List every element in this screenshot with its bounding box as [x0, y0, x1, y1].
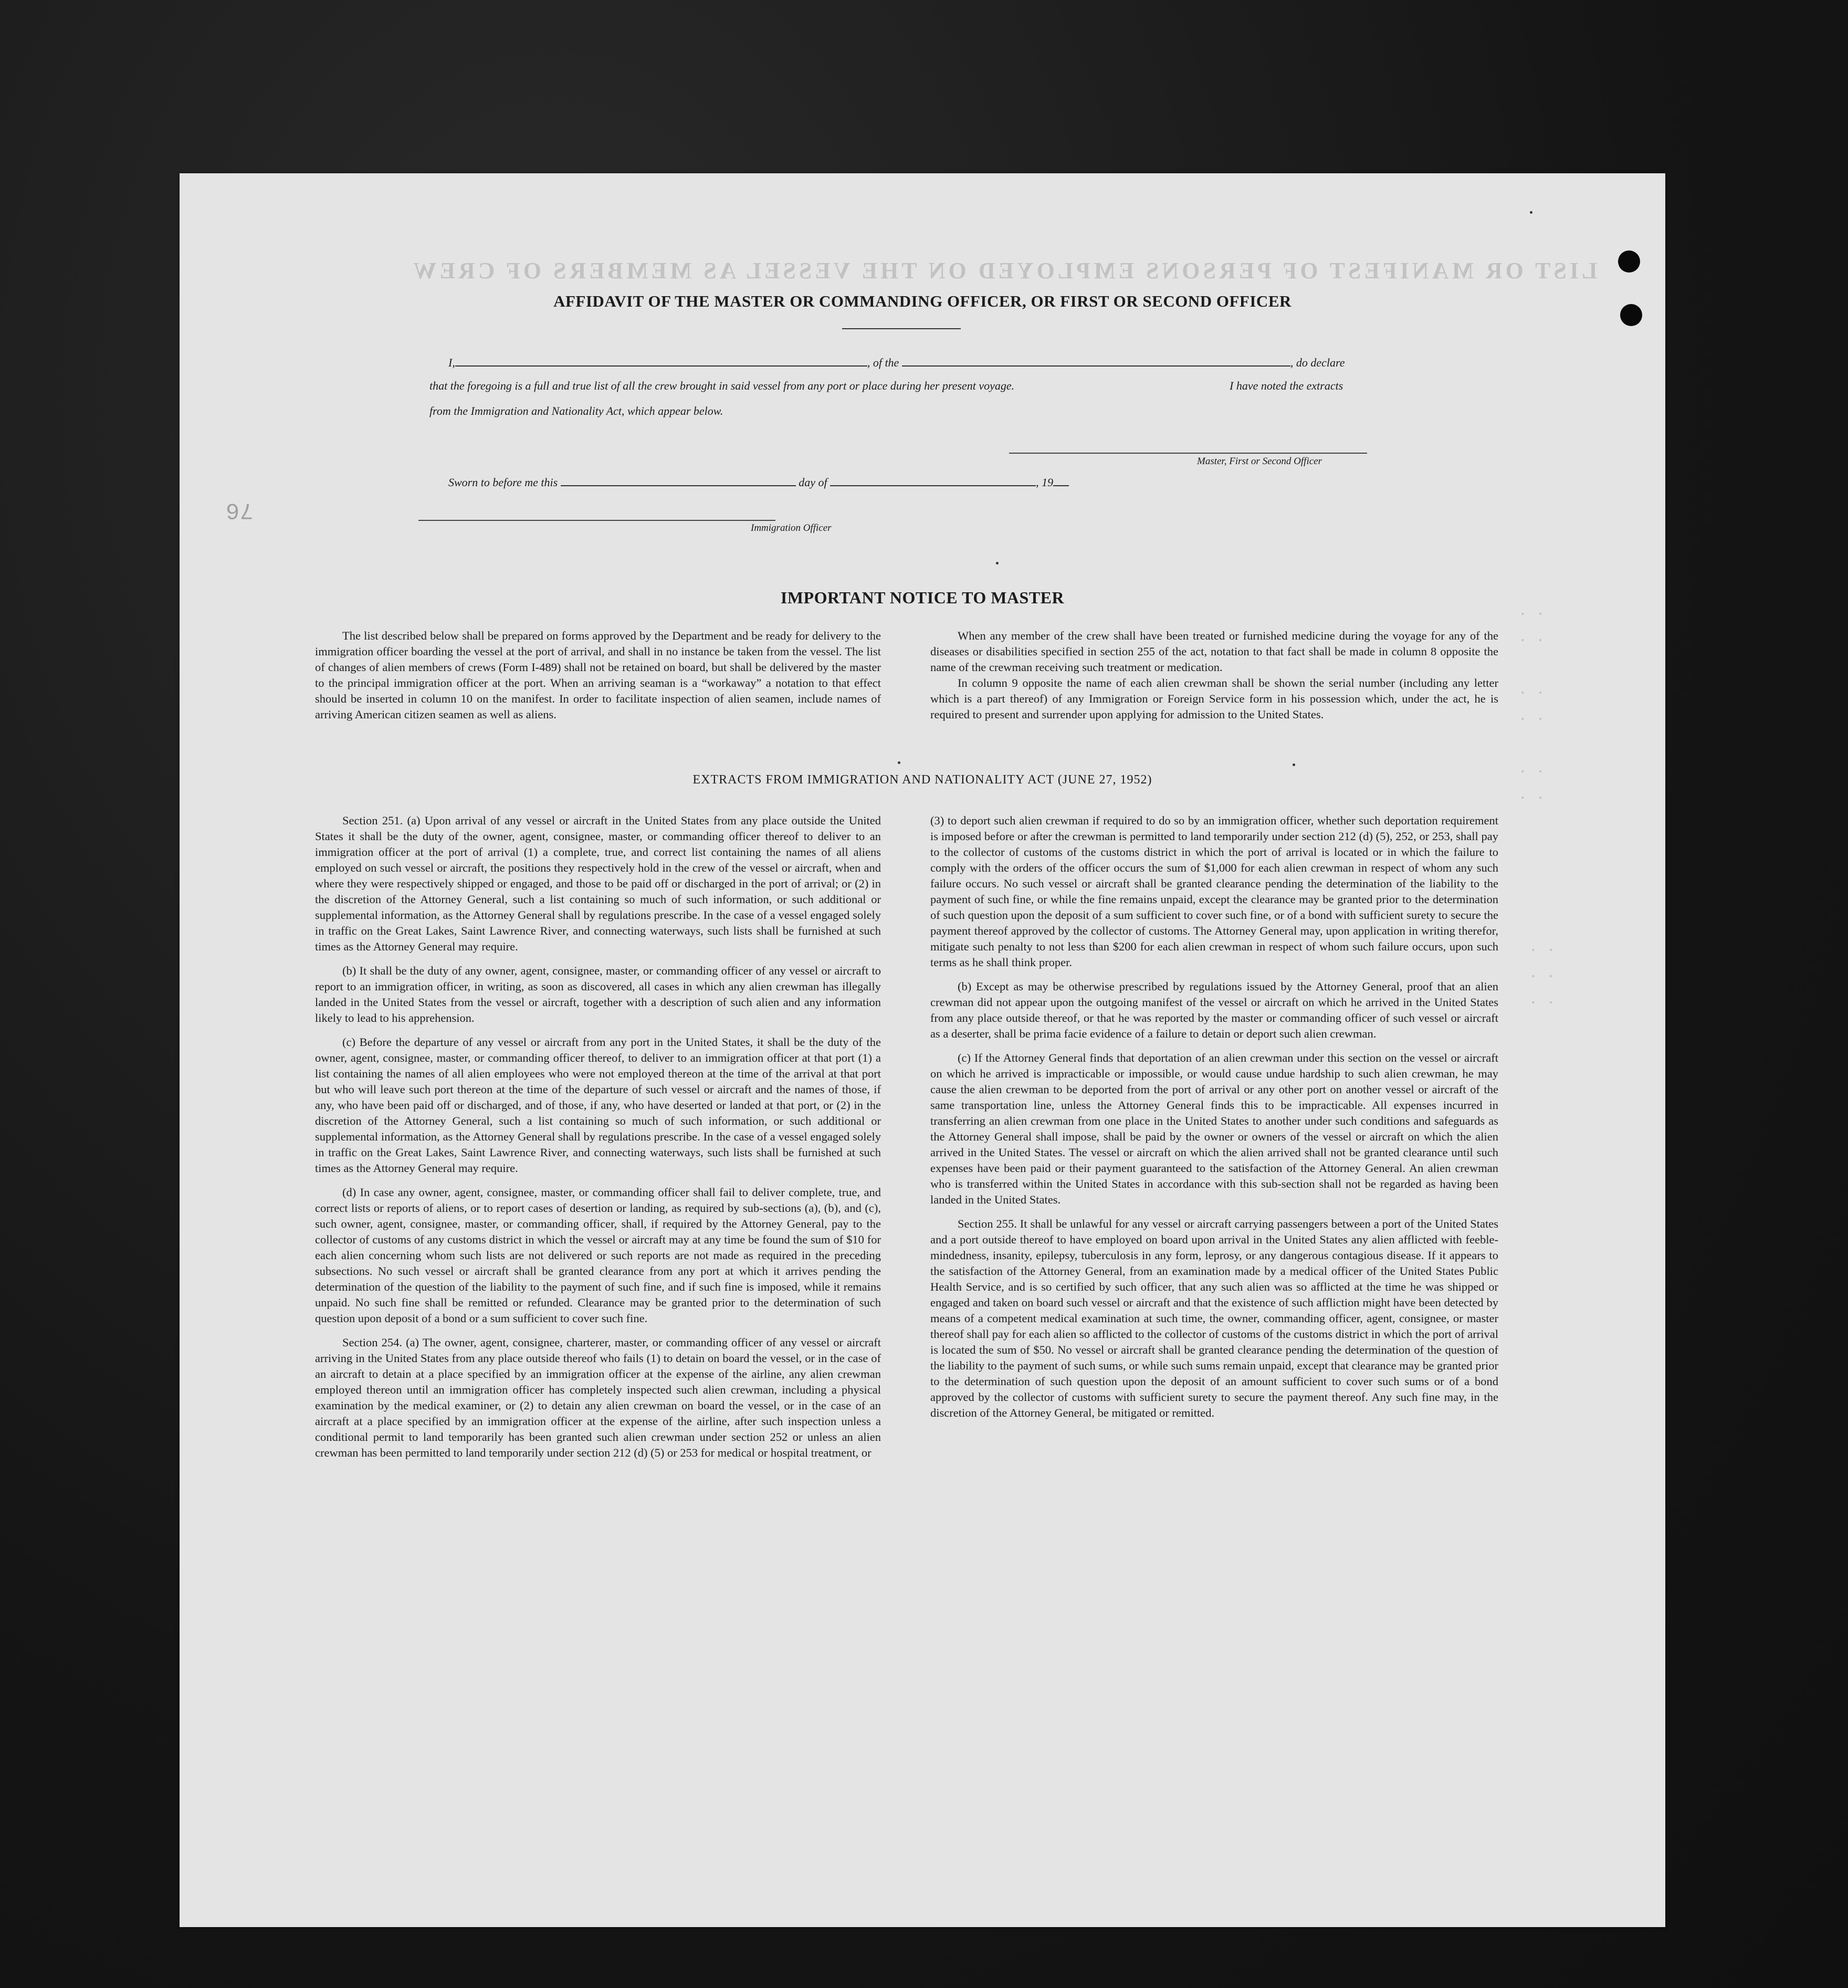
notice-left-column [315, 628, 881, 728]
section-251-a: Section 251. (a) Upon arrival of any vessel or aircraft in the United States from any place outside the United States it shall be the duty of the owner, agent, consignee, master, or commanding officer thereof to deliver to an immigration officer at the port of arrival (1) a complete, true, and correct list containing the names of all aliens employed on such vessel or aircraft, the positions they respectively hold in the crew of the vessel or aircraft, when and where they were respectively shipped or engaged, and those to be paid off or discharged in the port of arrival; or (2) in the discretion of the Attorney General, such a list containing so much of such information, or such additional or supplemental information, as the Attorney General shall by regulations prescribe. In the case of a vessel engaged solely in traffic on the Great Lakes, Saint Lawrence River, and connecting waterways, such lists shall be furnished at such times as the Attorney General may require. [315, 814, 881, 953]
section-251-b: (b) It shall be the duty of any owner, agent, consignee, master, or commanding officer of any vessel or aircraft to report to an immigration officer, in writing, as soon as discovered, all cases in which any alien crewman has illegally landed in the United States from the vessel or aircraft, together with a description of such alien and any information likely to lead to his apprehension. [315, 964, 881, 1024]
officer-caption: Immigration Officer [751, 522, 832, 533]
section-251-c: (c) Before the departure of any vessel or aircraft from any port in the United States, it shall be the duty of the owner, agent, consignee, master, or commanding officer thereof, to deliver to an immigration officer at that port (1) a list containing the names of all alien employees who were not employed thereon at the time of the arrival at that port but who will leave such port thereon at the time of the departure of such vessel or aircraft and the names of those, if any, who have been paid off or discharged, and of those, if any, who have deserted or landed at that port, or (2) in the discretion of the Attorney General, such a list containing so much of such information, or such additional or supplemental information, as the Attorney General shall by regulations prescribe. In the case of a vessel engaged solely in traffic on the Great Lakes, Saint Lawrence River, and connecting waterways, such lists shall be furnished at such times as the Attorney General may require. [315, 1035, 881, 1175]
scan-speck [1293, 763, 1295, 766]
sworn-date-field[interactable] [561, 485, 796, 486]
margin-page-number: 76 [226, 497, 254, 523]
affidavit-line-2: that the foregoing is a full and true list of all the crew brought in said vessel from any port or place during her present voyage. [429, 379, 1015, 392]
declarant-name-field[interactable] [455, 365, 867, 367]
section-251-d: (d) In case any owner, agent, consignee, master, or commanding officer shall fail to deliver complete, true, and correct lists or reports of aliens, or to report cases of desertion or landing, as required by sub-sections (a), (b), and (c), such owner, agent, consignee, master, or commanding officer, shall, if required by the Attorney General, pay to the collector of customs of any customs district in which the vessel or aircraft may at any time be found the sum of $10 for each alien concerning whom such lists are not delivered or such reports are not made as required in the preceding subsections. No such vessel or aircraft shall be granted clearance from any port at which it arrives pending the determination of the question of the liability to the payment of such fine, and if such fine is imposed, while it remains unpaid. No such fine shall be remitted or refunded. Clearance may be granted prior to the determination of such question upon deposit of a bond or a sum sufficient to cover such fine. [315, 1186, 881, 1325]
section-255: Section 255. It shall be unlawful for any vessel or aircraft carrying passengers between a port of the United States and a port outside thereof to have employed on board upon arrival in the United States any alien afflicted with feeble-mindedness, insanity, epilepsy, tuberculosis in any form, leprosy, or any dangerous contagious disease. If it appears to the satisfaction of the Attorney General, from an examination made by a medical officer of the United States Public Health Service, and is so certified by such officer, that any such alien was so afflicted at the time he was shipped or engaged and taken on board such vessel or aircraft and that the existence of such affliction might have been detected by means of a competent medical examination at such time, the owner, commanding officer, agent, consignee, or master thereof shall pay for each alien so afflicted to the collector of customs of the customs district in which the port of arrival is located the sum of $50. No vessel or aircraft shall be granted clearance pending the determination of the question of the liability to the payment of such sums, or while such sums remain unpaid, except that clearance may be granted prior to the determination of such question upon the deposit of an amount sufficient to cover such sums or of a bond approved by the collector of customs with sufficient surety to secure the payment thereof. Any such fine may, in the discretion of the Attorney General, be mitigated or remitted. [930, 1217, 1498, 1419]
affidavit-line-3: from the Immigration and Nationality Act, which appear below. [429, 404, 723, 417]
sworn-line [448, 476, 1069, 489]
scan-speck [1530, 211, 1532, 214]
sworn-month-field[interactable] [830, 485, 1036, 486]
notice-title: IMPORTANT NOTICE TO MASTER [780, 588, 1065, 607]
sworn-year-label: , 19 [1036, 476, 1054, 489]
bleed-through-column-2: . . . . . . [1529, 939, 1556, 1008]
extracts-left-column [315, 813, 881, 1466]
bleed-through-column: . . . . . . . . . . . . [1518, 603, 1545, 803]
notice-left-paragraph: The list described below shall be prepared on forms approved by the Department and be ready for delivery to the immigration officer boarding the vessel at the port of arrival, and shall in no instance be taken from the vessel. The list of changes of alien members of crews (Form I-489) shall not be retained on board, but shall be delivered by the master to the principal immigration officer at the port. When an arriving seaman is a “workaway” a notation to that effect should be inserted in column 10 on the manifest. In order to facilitate inspection of alien seamen, include names of arriving American citizen seamen as well as aliens. [315, 629, 881, 721]
section-254-c: (c) If the Attorney General finds that deportation of an alien crewman under this section on the vessel or aircraft on which he arrived is impracticable or impossible, or would cause undue hardship to such alien crewman, he may cause the alien crewman to be deported from the port of arrival or any other port on another vessel or aircraft of the same transportation line, unless the Attorney General finds this to be impracticable. All expenses incurred in transferring an alien crewman from one place in the United States to another under such conditions and safeguards as the Attorney General shall impose, shall be paid by the owner or owners of the vessel or aircraft on which the alien arrived in the United States. The vessel or aircraft on which the alien arrived shall not be granted clearance until such expenses have been paid or their payment guaranteed to the satisfaction of the Attorney General. An alien crewman who is transferred within the United States in accordance with this sub-section shall not be regarded as having been landed in the United States. [930, 1051, 1498, 1206]
sworn-prefix: Sworn to before me this [448, 476, 558, 489]
notice-right-column [930, 628, 1498, 728]
affidavit-line-1 [448, 356, 1345, 370]
officer-signature-line[interactable] [418, 520, 775, 521]
affidavit-line-2-right: I have noted the extracts [1230, 379, 1343, 392]
declare-label: , do declare [1290, 356, 1345, 369]
scan-speck [996, 562, 999, 564]
vessel-label: , of the [867, 356, 899, 369]
declarant-prefix: I, [448, 356, 455, 369]
section-254-b: (b) Except as may be otherwise prescribed by regulations issued by the Attorney General, proof that an alien crewman did not appear upon the outgoing manifest of the vessel or aircraft on which he arrived in the United States from any place outside thereof, or that he was reported by the master or commanding officer of such vessel or aircraft as a deserter, shall be prima facie evidence of a failure to detain or deport such alien crewman. [930, 980, 1498, 1040]
affidavit-title: AFFIDAVIT OF THE MASTER OR COMMANDING OFFICER, OR FIRST OR SECOND OFFICER [553, 292, 1292, 310]
notice-right-paragraph-1: When any member of the crew shall have been treated or furnished medicine during the voyage for any of the diseases or disabilities specified in section 255 of the act, notation to that fact shall be made in column 8 opposite the name of the crewman receiving such treatment or medication. [930, 629, 1498, 674]
sworn-year-field[interactable] [1053, 485, 1069, 486]
extracts-right-column [930, 813, 1498, 1426]
bleed-through-header: LIST OR MANIFEST OF PERSONS EMPLOYED ON THE VESSEL AS MEMBERS OF CREW [410, 258, 1598, 284]
master-caption: Master, First or Second Officer [1197, 456, 1322, 467]
document-page [180, 173, 1665, 1927]
sworn-day-label: day of [799, 476, 827, 489]
scan-speck [898, 761, 900, 764]
section-254-a-continued: (3) to deport such alien crewman if required to do so by an immigration officer, whether such deportation requirement is imposed before or after the crewman is permitted to land temporarily under section 212 (d) (5), 252, or 253, shall pay to the collector of customs of the customs district in which the port of arrival is located or in which the failure to comply with the orders of the officer occurs the sum of $1,000 for each alien crewman in respect of whom any such failure occurs. No such vessel or aircraft shall be granted clearance pending the determination of the liability to the payment of such fine, or while the fine remains unpaid, except the clearance may be granted prior to the determination of such question upon the deposit of a sum sufficient to cover such fine, or of a bond with sufficient surety to secure the payment thereof approved by the collector of customs. The Attorney General may, upon application in writing therefor, mitigate such penalty to not less than $200 for each alien crewman in respect of whom such failure occurs, upon such terms as he shall think proper. [930, 814, 1498, 969]
notice-right-paragraph-2: In column 9 opposite the name of each alien crewman shall be shown the serial number (including any letter which is a part thereof) of any Immigration or Foreign Service form in his possession which, under the act, he is required to present and surrender upon applying for admission to the United States. [930, 676, 1498, 721]
extracts-title: EXTRACTS FROM IMMIGRATION AND NATIONALITY ACT (JUNE 27, 1952) [692, 773, 1152, 787]
title-separator [842, 328, 961, 329]
master-signature-line[interactable] [1009, 453, 1367, 454]
vessel-name-field[interactable] [902, 365, 1290, 367]
section-254-a: Section 254. (a) The owner, agent, consignee, charterer, master, or commanding officer of any vessel or aircraft arriving in the United States from any place outside thereof who fails (1) to detain on board the vessel, or in the case of an aircraft to detain at a place specified by an immigration officer at the expense of the airline, any alien crewman employed thereon until an immigration officer has completely inspected such alien crewman, including a physical examination by the medical examiner, or (2) to detain any alien crewman on board the vessel, or in the case of an aircraft at a place specified by an immigration officer at the expense of the airline, after such inspection unless a conditional permit to land temporarily has been granted such alien crewman under section 252 or unless an alien crewman has been permitted to land temporarily under section 212 (d) (5) or 253 for medical or hospital treatment, or [315, 1336, 881, 1459]
punch-hole-top [1618, 250, 1640, 273]
